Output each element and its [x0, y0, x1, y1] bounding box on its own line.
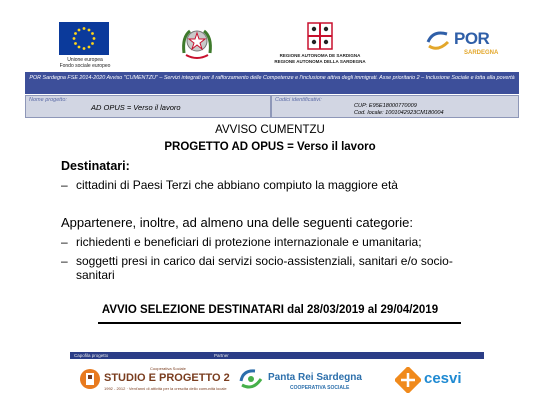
lead-subtitle: 1992 - 2012 · Vent'anni di attività per la crescita dello comunità locale [104, 386, 227, 391]
sardegna-region-logo [306, 22, 334, 50]
project-codes [354, 103, 444, 117]
bullet: – [61, 235, 68, 249]
project-name-label: Nome progetto: [29, 97, 67, 103]
project-title: PROGETTO AD OPUS = Verso il lavoro [164, 141, 376, 153]
partner2-name: cesvi [424, 370, 462, 387]
partner-label: Partner [214, 353, 229, 358]
category-item: sanitari [76, 268, 115, 282]
lead-label: Capofila progetto [74, 353, 109, 358]
por-subtitle: SARDEGNA [464, 50, 499, 56]
codes-label: Codici identificativi: [275, 97, 322, 103]
studio-progetto-logo [78, 368, 102, 390]
lead-tag: Cooperativa Sociale [150, 366, 186, 371]
notice-title: AVVISO CUMENTZU [215, 124, 325, 136]
category-item: richiedenti e beneficiari di protezione internazionale e umanitaria; [76, 235, 422, 249]
recipients-heading: Destinatari: [61, 159, 130, 173]
categories-heading: Appartenere, inoltre, ad almeno una delle seguenti categorie: [61, 215, 413, 230]
cup-code: CUP: E95E18000770009 [354, 103, 417, 109]
list-item-continuation [61, 268, 521, 282]
recipient-item: cittadini di Paesi Terzi che abbiano compiuto la maggiore età [76, 178, 398, 192]
eu-flag-logo [59, 22, 109, 55]
local-code: Cod. locale: 1001042923CM180004 [354, 110, 444, 116]
project-name-value: AD OPUS = Verso il lavoro [91, 103, 181, 112]
lead-name: STUDIO E PROGETTO 2 [104, 372, 230, 384]
project-codes-box [271, 95, 519, 118]
por-title: POR [454, 29, 490, 48]
eu-caption: Unione europea Fondo sociale europeo [59, 57, 111, 69]
italian-republic-emblem [180, 23, 214, 63]
partner1-name: Panta Rei Sardegna [268, 372, 362, 383]
list-item [61, 254, 521, 268]
footer-bar [70, 352, 484, 359]
partner1-subtitle: COOPERATIVA SOCIALE [290, 385, 350, 391]
project-name-box [25, 95, 271, 118]
underline-divider [98, 322, 461, 324]
selection-dates: AVVIO SELEZIONE DESTINATARI dal 28/03/2019 al 29/04/2019 [101, 304, 439, 316]
bullet: – [61, 178, 68, 192]
list-item [61, 178, 521, 192]
program-banner: POR Sardegna FSE 2014-2020 Avviso "CUMENTZU" – Servizi integrati per il rafforzamento delle Competenze e l'inclusione attiva degli immigrati. Asse prioritario 2 – Inclusione Sociale e lotta alla povertà [25, 72, 519, 94]
panta-rei-logo [237, 367, 265, 391]
sardegna-caption: REGIONE AUTONOMA DE SARDIGNA REGIONE AUTONOMA DELLA SARDEGNA [274, 53, 366, 64]
cesvi-logo [395, 367, 421, 393]
list-item [61, 235, 521, 249]
por-swirl-icon [425, 28, 451, 54]
bullet: – [61, 254, 68, 268]
category-item: soggetti presi in carico dai servizi socio-assistenziali, sanitari e/o socio- [76, 254, 453, 268]
